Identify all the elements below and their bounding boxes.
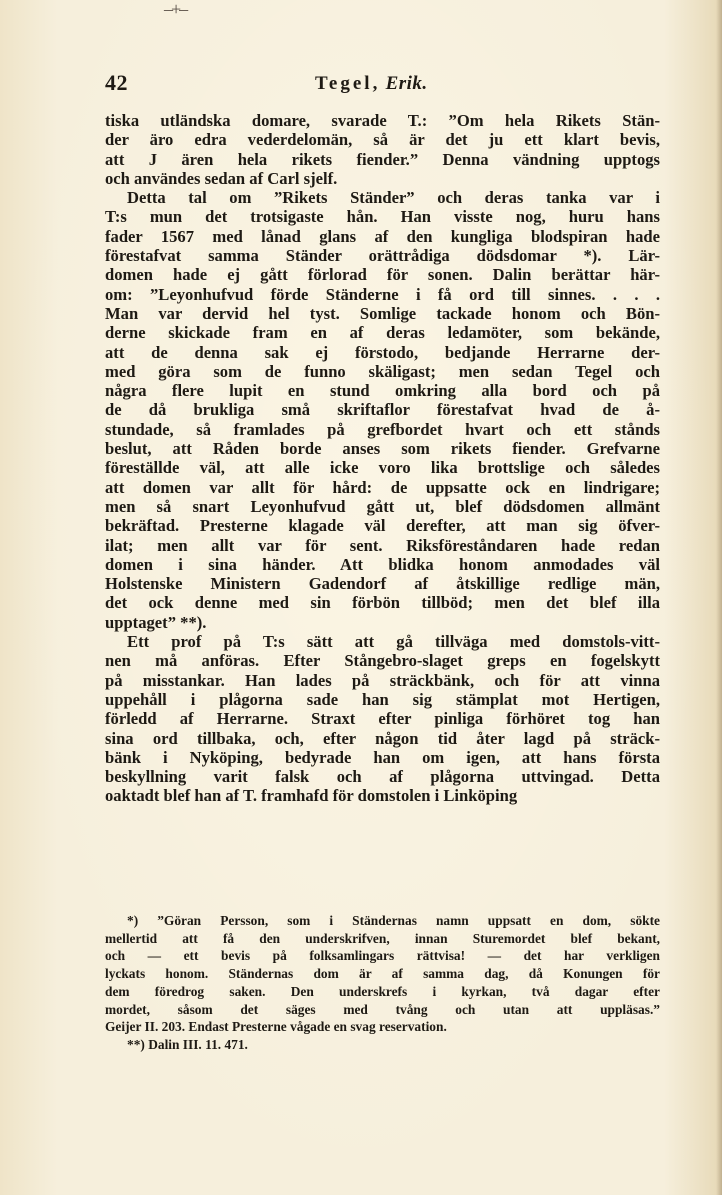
- text-line: sina ord tillbaka, och, efter någon tid åter lagd på sträck-: [105, 728, 660, 748]
- text-line: några flere lupit en stund omkring alla bord och på: [105, 381, 660, 401]
- text-line: beskyllning varit falsk och af plågorna uttvingad. Detta: [105, 767, 660, 787]
- text-line: derne skickade fram en af deras ledamöter, som bekände,: [105, 323, 660, 343]
- footnote-line: **) Dalin III. 11. 471.: [127, 1036, 248, 1052]
- text-line: med göra som de funno skäligast; men sedan Tegel och: [105, 361, 660, 381]
- text-line: på misstankar. Han lades på sträckbänk, och för att vinna: [105, 670, 660, 690]
- footnote-line: mellertid att få den underskrifven, innan Sturemordet blef bekant,: [105, 930, 660, 946]
- footnote-line: mordet, såsom det säges med tvång och utan att uppläsas.”: [105, 1001, 660, 1017]
- running-head: [315, 73, 428, 95]
- text-line: Holstenske Ministern Gadendorf af åtskillige redlige män,: [105, 574, 660, 594]
- text-line: ilat; men allt var för sent. Riksföreståndaren hade redan: [105, 535, 660, 555]
- footnote-line: dem föredrog saken. Den underskrefs i kyrkan, två dagar efter: [105, 983, 660, 999]
- text-line: men så snart Leyonhufvud gått ut, blef dödsdomen allmänt: [105, 496, 660, 516]
- text-line: domen i sina händer. Att blidka honom anmodades väl: [105, 554, 660, 574]
- text-line: upptaget” **).: [105, 612, 207, 632]
- footnotes: [105, 912, 660, 1054]
- text-line: att domen var allt för hård: de uppsatte ock en lindrigare;: [105, 477, 660, 497]
- text-line: de då brukliga små skriftaflor förestafvat hvad de å-: [105, 400, 660, 420]
- footnote-line: och — ett bevis på folksamlingars rättvisa! — det har verkligen: [105, 948, 660, 964]
- text-line: att J ären hela rikets fiender.” Denna vändning upptogs: [105, 149, 660, 169]
- page-edge-shadow: [716, 0, 722, 1195]
- text-line: förledd af Herrarne. Straxt efter pinliga förhöret tog han: [105, 709, 660, 729]
- footnote-line: *) ”Göran Persson, som i Ständernas namn uppsatt en dom, sökte: [127, 913, 660, 928]
- text-line: T:s mun det trotsigaste hån. Han visste nog, huru hans: [105, 207, 660, 227]
- running-head-name: Tegel,: [315, 73, 381, 94]
- page-header: [105, 70, 660, 100]
- text-line: Ett prof på T:s sätt att gå tillväga med domstols-vitt-: [127, 632, 660, 652]
- running-head-given-name: Erik.: [385, 73, 428, 94]
- text-line: tiska utländska domare, svarade T.: ”Om hela Rikets Stän-: [105, 111, 660, 130]
- body-text: [105, 111, 660, 806]
- footnote-line: Geijer II. 203. Endast Presterne vågade en svag reservation.: [105, 1019, 447, 1035]
- text-line: domen hade ej gått förlorad för sonen. Dalin berättar här-: [105, 265, 660, 285]
- text-line: nen må anföras. Efter Stångebro-slaget greps en fogelskytt: [105, 651, 660, 671]
- text-line: bänk i Nyköping, bedyrade han om igen, att hans första: [105, 747, 660, 767]
- text-line: oaktadt blef han af T. framhafd för domstolen i Linköping: [105, 786, 518, 806]
- text-line: Man var dervid hel tyst. Somlige tackade honom och Bön-: [105, 303, 660, 323]
- text-line: stundade, så framlades på grefbordet hvart och ett stånds: [105, 419, 660, 439]
- page-number: 42: [105, 70, 128, 95]
- text-line: der äro edra vederdelomän, så är det ju ett klart bevis,: [105, 130, 660, 150]
- text-line: bekräftad. Presterne klagade väl derefter, att man sig öfver-: [105, 516, 660, 536]
- text-line: om: ”Leyonhufvud förde Ständerne i få ord till sinnes. . . .: [105, 284, 660, 304]
- footnote-line: lyckats honom. Ständernas dom är af samma dag, då Konungen för: [105, 966, 660, 982]
- text-line: och användes sedan af Carl sjelf.: [105, 168, 338, 188]
- text-line: fader 1567 med lånad glans af den kungliga blodspiran hade: [105, 226, 660, 246]
- text-line: uppehåll i plågorna sade han sig stämplat mot Hertigen,: [105, 689, 660, 709]
- text-line: förestafvat samma Ständer orättrådiga dödsdomar *). Lär-: [105, 246, 660, 266]
- text-line: att de denna sak ej förstodo, bedjande Herrarne der-: [105, 342, 660, 362]
- text-line: det ock denne med sin förbön tillböd; men det blef illa: [105, 593, 660, 613]
- ink-mark-top: –+–: [164, 0, 187, 19]
- text-line: Detta tal om ”Rikets Ständer” och deras tanka var i: [127, 188, 660, 208]
- text-line: föreställde väl, att alle icke voro lika brottslige och således: [105, 458, 660, 478]
- text-line: beslut, att Råden borde anses som rikets fiender. Grefvarne: [105, 439, 660, 459]
